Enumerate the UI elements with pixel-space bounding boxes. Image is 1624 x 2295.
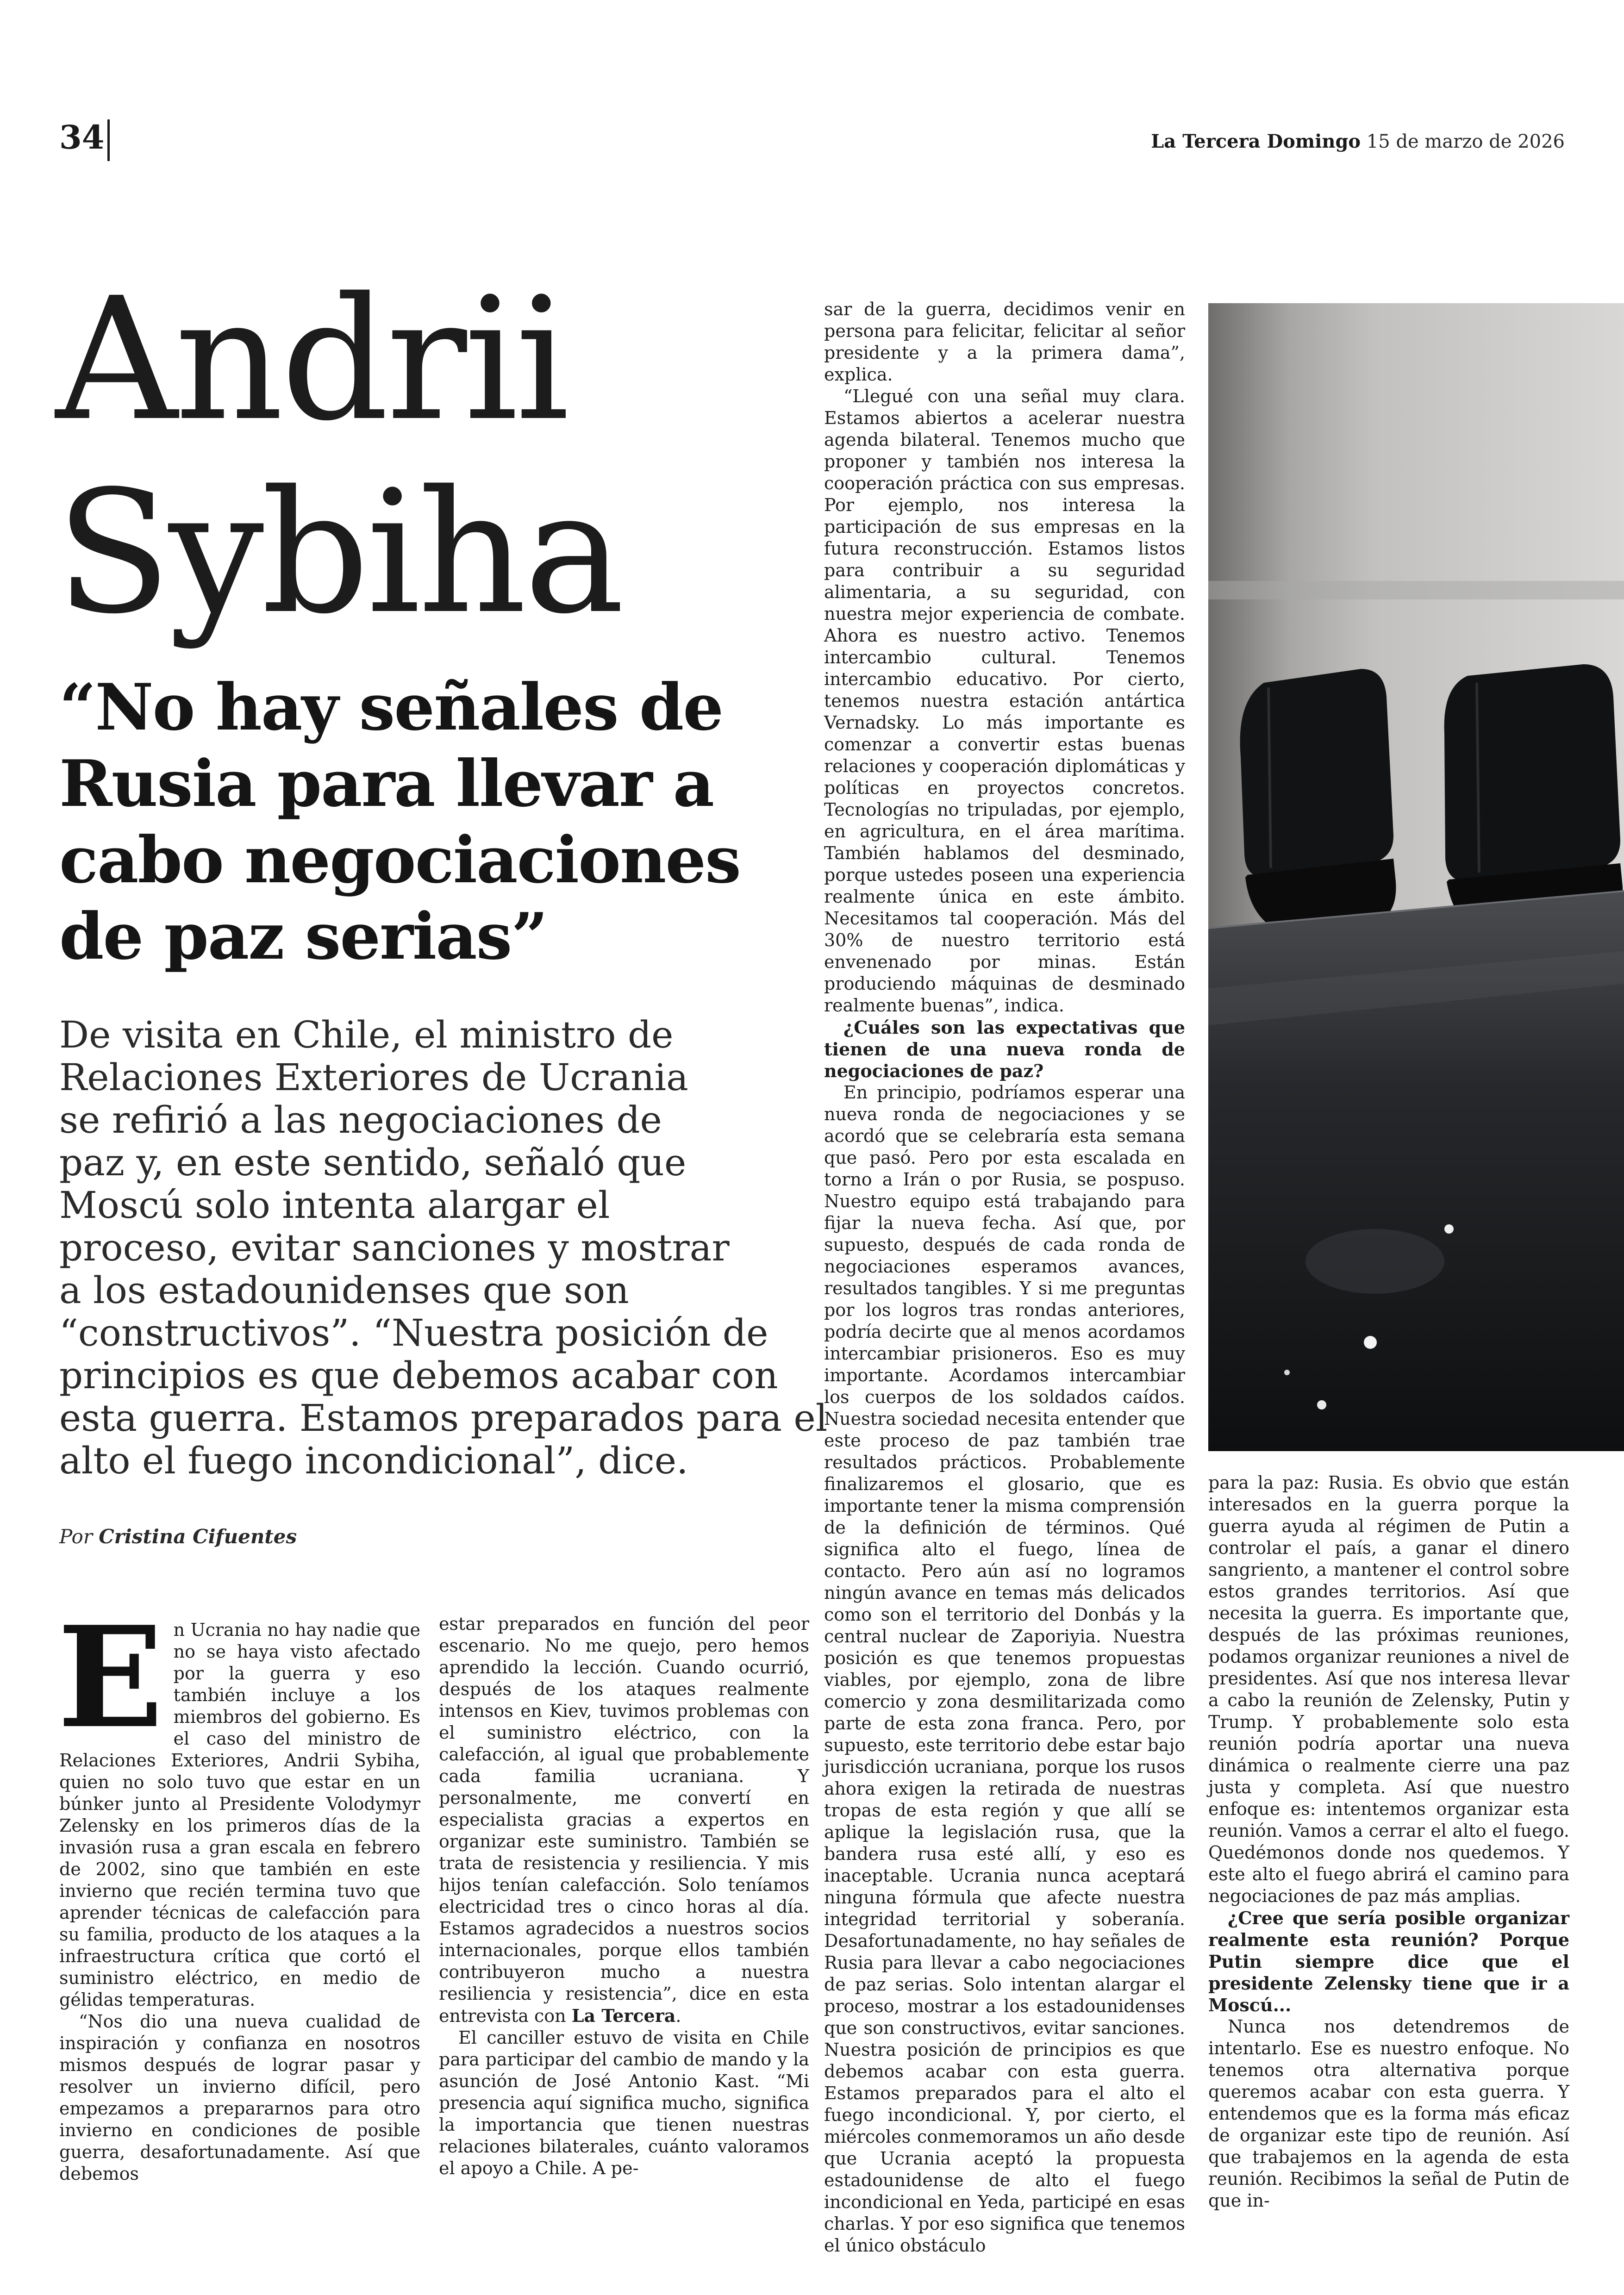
byline-author: Cristina Cifuentes — [99, 1525, 297, 1548]
ceiling-light-reflection — [1364, 1336, 1377, 1349]
article-column-3 — [824, 299, 1185, 2256]
byline-prefix: Por — [59, 1525, 93, 1548]
byline — [59, 1525, 297, 1548]
article-paragraph: para la paz: Rusia. Es obvio que están interesados en la guerra porque la guerra ayuda al régimen de Putin a controlar el país, a ganar el dinero sangriento, a mantener el control sobre estos grandes territorios. Así que necesita la guerra. Es importante que, después de las próximas reuniones, podamos organizar reuniones a nivel de presidentes. Así que nos interesa llevar a cabo la reunión de Zelensky, Putin y Trump. Y probablemente solo esta reunión podría aportar una nueva dinámica o realmente cierre una paz justa y completa. Así que nuestro enfoque es: intentemos organizar esta reunión. Vamos a cerrar el alto el fuego. Quedémonos donde nos quedemos. Y este alto el fuego abrirá el camino para negociaciones de paz más amplias. — [1208, 1472, 1569, 1906]
dek-line: “constructivos”. “Nuestra posición de — [59, 1311, 768, 1354]
dek-line: paz y, en este sentido, señaló que — [59, 1141, 687, 1184]
conference-room-photo — [1208, 303, 1624, 1451]
ceiling-light-reflection — [1317, 1400, 1326, 1409]
page-number: 34 — [59, 118, 105, 156]
article-column-4 — [1208, 1472, 1569, 2211]
ceiling-light-reflection — [1284, 1370, 1290, 1375]
chair-left — [1240, 669, 1396, 933]
article-paragraph: “Nos dio una nueva cualidad de inspiración y confianza en nosotros mismos después de lograr pasar y resolver un invierno difícil, pero empezamos a prepararnos para otro invierno en condiciones de posible guerra, desafortunadamente. Así que debemos — [59, 2011, 420, 2184]
article-text: . — [675, 2006, 681, 2026]
interview-question: ¿Cree que sería posible organizar realmente esta reunión? Porque Putin siempre dice que el presidente Zelensky tiene que ir a Moscú... — [1208, 1908, 1569, 2015]
headline-line: de paz serias” — [59, 898, 547, 974]
masthead — [1151, 131, 1565, 152]
ceiling-light-reflection — [1444, 1224, 1454, 1234]
article-paragraph: n Ucrania no hay nadie que no se haya visto afectado por la guerra y eso también incluye a los miembros del gobierno. Es el caso del ministro de Relaciones Exteriores, Andrii Sybiha, quien no solo tuvo que estar en un búnker junto al Presidente Volodymyr Zelensky en los primeros días de la invasión rusa a gran escala en febrero de 2002, sino que también en este invierno que recién termina tuvo que aprender técnicas de calefacción para su familia, producto de los ataques a la infraestructura crítica que cortó el suministro eléctrico, en medio de gélidas temperaturas. — [59, 1620, 420, 2010]
interviewee-name-last: Sybiha — [56, 455, 622, 651]
article-column-1 — [57, 1596, 420, 2184]
dek-line: a los estadounidenses que son — [59, 1269, 629, 1312]
issue-date: 15 de marzo de 2026 — [1366, 131, 1565, 152]
publication-name: La Tercera Domingo — [1151, 131, 1361, 152]
article-column-2 — [439, 1613, 809, 2178]
article-paragraph: sar de la guerra, decidimos venir en persona para felicitar, felicitar al señor presidente y a la primera dama”, explica. — [824, 299, 1185, 385]
headline-line: “No hay señales de — [59, 669, 723, 745]
drop-cap: E — [57, 1596, 163, 1759]
dek-line: Relaciones Exteriores de Ucrania — [59, 1056, 688, 1099]
dek-line: De visita en Chile, el ministro de — [59, 1013, 674, 1056]
dek-line: alto el fuego incondicional”, dice. — [59, 1439, 688, 1482]
photo-illustration — [1208, 303, 1624, 1451]
dek-line: esta guerra. Estamos preparados para el — [59, 1397, 828, 1440]
publication-mention: La Tercera — [571, 2005, 676, 2026]
headline-line: cabo negociaciones — [59, 822, 740, 898]
dek-line: se refirió a las negociaciones de — [59, 1098, 662, 1141]
article-text: estar preparados en función del peor escenario. No me quejo, pero hemos aprendido la lección. Cuando ocurrió, después de los ataques realmente intensos en Kiev, tuvimos problemas con el suministro eléctrico, con la calefacción, al igual que probablemente cada familia ucraniana. Y personalmente, me convertí en especialista gracias a expertos en organizar este suministro. También se trata de resistencia y resiliencia. Y mis hijos tenían calefacción. Solo teníamos electricidad tres o cinco horas al día. Estamos agradecidos a nuestros socios internacionales, porque ellos también contribuyeron mucho a nuestra resiliencia y resistencia”, dice en esta entrevista con — [439, 1614, 809, 2026]
dek-line: proceso, evitar sanciones y mostrar — [59, 1226, 730, 1269]
dek-line: principios es que debemos acabar con — [59, 1354, 778, 1397]
page-number-divider — [107, 119, 110, 161]
headline — [59, 669, 768, 974]
interviewee-name-first: Andrii — [56, 262, 567, 458]
article-paragraph: “Llegué con una señal muy clara. Estamos abiertos a acelerar nuestra agenda bilateral. Tenemos mucho que proponer y también nos interesa la cooperación práctica con sus empresas. Por ejemplo, nos interesa la participación de sus empresas en la futura reconstrucción. Estamos listos para contribuir a su seguridad alimentaria, a su seguridad, con nuestra mejor experiencia de combate. Ahora es nuestro activo. Tenemos intercambio cultural. Tenemos intercambio educativo. Por cierto, tenemos nuestra estación antártica Vernadsky. Lo más importante es comenzar a convertir estas buenas relaciones y cooperación diplomáticas y políticas en proyectos concretos. Tecnologías no tripuladas, por ejemplo, en agricultura, en el área marítima. También hablamos del desminado, porque ustedes poseen una experiencia realmente única en este ámbito. Necesitamos tal cooperación. Más del 30% de nuestro territorio está envenenado por minas. Están produciendo máquinas de desminado realmente buenas”, indica. — [824, 386, 1185, 1016]
headline-line: Rusia para llevar a — [59, 746, 714, 821]
article-paragraph — [439, 1613, 809, 2027]
dek — [59, 1013, 828, 1482]
article-paragraph: El canciller estuvo de visita en Chile para participar del cambio de mando y la asunción de José Antonio Kast. “Mi presencia aquí significa mucho, significa la importancia que tienen nuestras relaciones bilaterales, cuánto valoramos el apoyo a Chile. A pe- — [439, 2027, 809, 2178]
dek-line: Moscú solo intenta alargar el — [59, 1184, 610, 1227]
interview-question: ¿Cuáles son las expectativas que tienen de una nueva ronda de negociaciones de paz? — [824, 1017, 1185, 1081]
article-paragraph: Nunca nos detendremos de intentarlo. Ese es nuestro enfoque. No tenemos otra alternativa porque queremos acabar con esta guerra. Y entendemos que es la forma más eficaz de organizar este tipo de reunión. Así que trabajemos en la agenda de esta reunión. Recibimos la señal de Putin de que in- — [1208, 2016, 1569, 2211]
article-paragraph: En principio, podríamos esperar una nueva ronda de negociaciones y se acordó que se celebraría esta semana que pasó. Pero por esta escalada en torno a Irán o por Rusia, se pospuso. Nuestro equipo está trabajando para fijar la nueva fecha. Así que, por supuesto, después de cada ronda de negociaciones esperamos avances, resultados tangibles. Y si me preguntas por los logros tras rondas anteriores, podría decirte que al menos acordamos intercambiar prisioneros. Eso es muy importante. Acordamos intercambiar los cuerpos de los soldados caídos. Nuestra sociedad necesita entender que este proceso de paz también trae resultados prácticos. Probablemente finalizaremos el glosario, que es importante tener la misma comprensión de la definición de términos. Qué significa alto el fuego, línea de contacto. Pero aún así no logramos ningún avance en temas más delicados como son el territorio del Donbás y la central nuclear de Zaporiyia. Nuestra posición es que tenemos propuestas viables, por ejemplo, zona de libre comercio y zona desmilitarizada como parte de esta zona franca. Pero, por supuesto, este territorio debe estar bajo jurisdicción ucraniana, porque los rusos ahora exigen la retirada de nuestras tropas de esta región y que allí se aplique la legislación rusa, que la bandera rusa esté allí, y eso es inaceptable. Ucrania nunca aceptará ninguna fórmula que afecte nuestra integridad territorial y soberanía. Desafortunadamente, no hay señales de Rusia para llevar a cabo negociaciones de paz serias. Solo intentan alargar el proceso, mostrar a los estadounidenses que son constructivos, evitar sanciones. Nuestra posición de principios es que debemos acabar con esta guerra. Estamos preparados para el alto el fuego incondicional. Y, por cierto, el miércoles conmemoramos un año desde que Ucrania aceptó la propuesta estadounidense de alto el fuego incondicional en Yeda, participé en esas charlas. Y por eso significa que tenemos el único obstáculo — [824, 1082, 1185, 2256]
